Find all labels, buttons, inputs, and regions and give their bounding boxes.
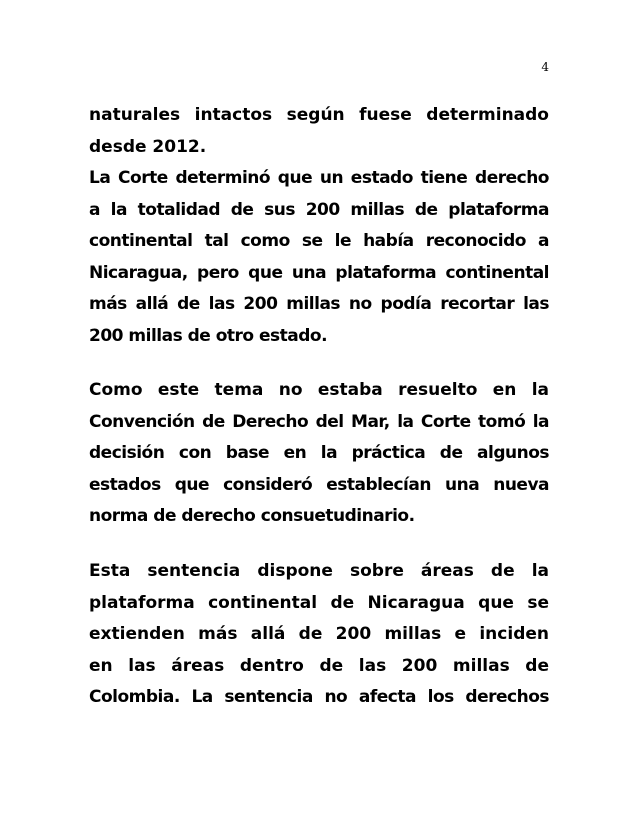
text-line: Convención de Derecho del Mar, la Corte tomó la xyxy=(89,411,549,432)
paragraph-convention xyxy=(89,375,549,533)
text-line: La Corte determinó que un estado tiene derecho xyxy=(89,168,549,188)
text-line: desde 2012. xyxy=(89,136,207,157)
text-line: estados que consideró establecían una nueva xyxy=(89,474,549,495)
text-line: Colombia. La sentencia no afecta los derechos xyxy=(89,687,549,707)
text-line: norma de derecho consuetudinario. xyxy=(89,506,415,526)
text-line: en las áreas dentro de las 200 millas de xyxy=(89,655,549,676)
text-line: decisión con base en la práctica de algunos xyxy=(89,443,549,463)
text-line: Esta sentencia dispone sobre áreas de la xyxy=(89,561,549,581)
paragraph-sentence xyxy=(89,556,549,714)
text-line: Como este tema no estaba resuelto en la xyxy=(89,380,549,400)
text-line: más allá de las 200 millas no podía recortar las xyxy=(89,294,549,314)
text-line: 200 millas de otro estado. xyxy=(89,325,328,346)
paragraph-continuation xyxy=(89,100,549,163)
page-number: 4 xyxy=(541,60,549,74)
text-line: naturales intactos según fuese determinado xyxy=(89,105,549,125)
text-line: a la totalidad de sus 200 millas de plataforma xyxy=(89,199,549,220)
paragraph-court-decision xyxy=(89,163,549,352)
text-line: continental tal como se le había reconocido a xyxy=(89,231,549,251)
text-line: extienden más allá de 200 millas e inciden xyxy=(89,624,549,644)
text-line: Nicaragua, pero que una plataforma continental xyxy=(89,262,549,283)
text-line: plataforma continental de Nicaragua que se xyxy=(89,592,549,613)
